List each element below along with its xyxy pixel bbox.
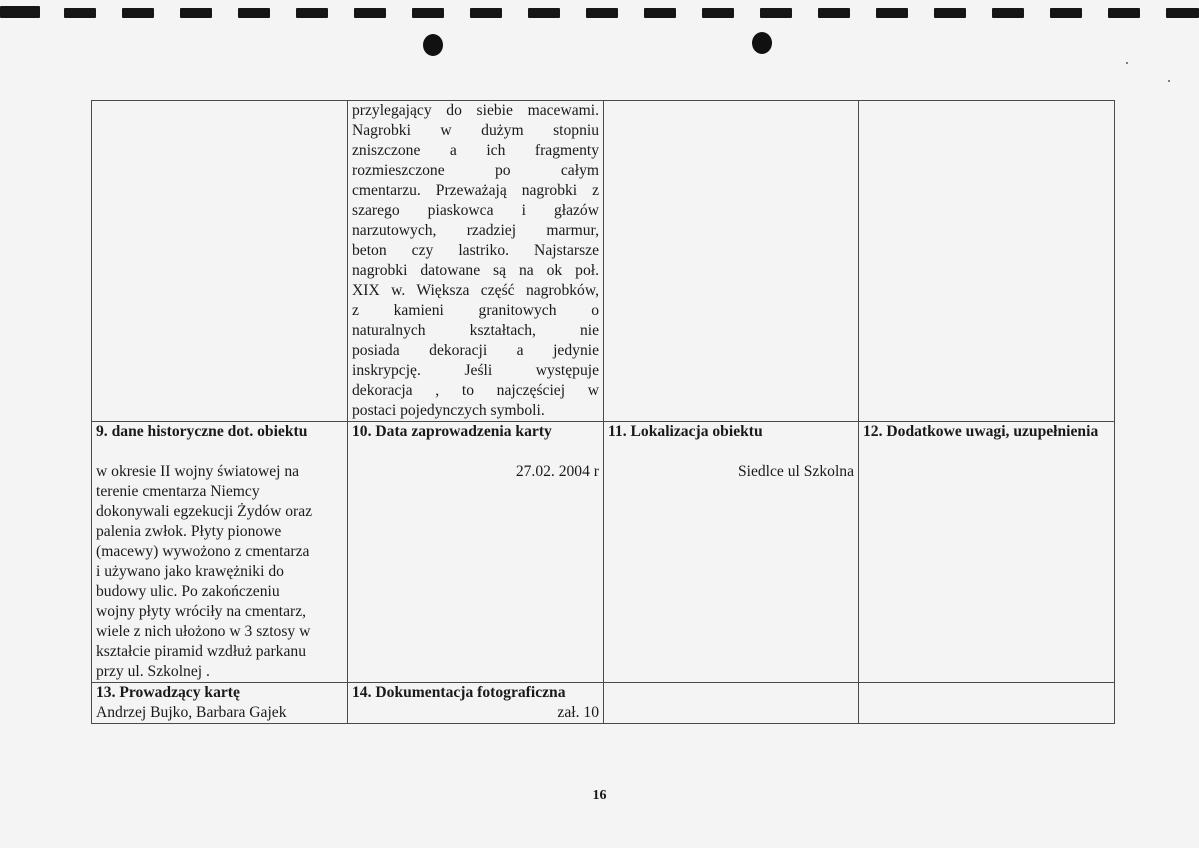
perforation-mark — [1166, 8, 1199, 18]
perforation-mark — [180, 8, 212, 18]
text-line: (macewy) wywożono z cmentarza — [96, 543, 310, 560]
card-date-heading: 10. Data zaprowadzenia karty — [352, 423, 552, 440]
continuation-row — [92, 101, 1115, 422]
punch-hole — [423, 34, 443, 56]
text-line: kształcie piramid wzdłuż parkanu — [96, 643, 306, 660]
text-line: palenia zwłok. Płyty pionowe — [96, 523, 282, 540]
perforation-mark — [412, 8, 444, 18]
text-line: przylegający do siebie macewami. — [352, 102, 599, 119]
author-heading: 13. Prowadzący kartę — [96, 684, 240, 701]
text-line: posiada dekoracji a jedynie — [352, 342, 599, 359]
punch-hole — [752, 32, 772, 54]
text-line: cmentarzu. Przeważają nagrobki z — [352, 182, 599, 199]
text-line: Nagrobki w dużym stopniu — [352, 122, 599, 139]
empty-cell — [92, 101, 348, 422]
perforation-mark — [1050, 8, 1082, 18]
record-card-table — [91, 100, 1115, 724]
location-cell — [604, 422, 859, 683]
photo-doc-cell — [348, 683, 604, 724]
photo-doc-value: zał. 10 — [557, 704, 599, 721]
text-line: naturalnych kształtach, nie — [352, 322, 599, 339]
location-heading: 11. Lokalizacja obiektu — [608, 423, 763, 440]
text-line: terenie cmentarza Niemcy — [96, 483, 260, 500]
perforation-mark — [470, 8, 502, 18]
empty-cell — [859, 101, 1115, 422]
text-line: przy ul. Szkolnej . — [96, 663, 210, 680]
empty-cell — [604, 101, 859, 422]
text-line: postaci pojedynczych symboli. — [352, 402, 545, 419]
perforation-mark — [702, 8, 734, 18]
card-date-value: 27.02. 2004 r — [515, 463, 599, 480]
text-line: narzutowych, rzadziej marmur, — [352, 222, 599, 239]
text-line: dokonywali egzekucji Żydów oraz — [96, 503, 313, 520]
perforation-mark — [876, 8, 908, 18]
text-line: i używano jako krawężniki do — [96, 563, 284, 580]
card-date-cell — [348, 422, 604, 683]
perforation-mark — [992, 8, 1024, 18]
text-line: inskrypcję. Jeśli występuje — [352, 362, 599, 379]
text-line: z kamieni granitowych o — [352, 302, 599, 319]
perforation-mark — [354, 8, 386, 18]
perforation-mark — [296, 8, 328, 18]
author-row — [92, 683, 1115, 724]
perforation-strip — [0, 0, 1199, 24]
scan-speck — [1168, 80, 1170, 82]
perforation-mark — [1108, 8, 1140, 18]
historical-data-cell — [92, 422, 348, 683]
perforation-mark — [528, 8, 560, 18]
location-value: Siedlce ul Szkolna — [737, 463, 854, 480]
perforation-mark — [122, 8, 154, 18]
description-continuation-cell — [348, 101, 604, 422]
text-line: szarego piaskowca i głazów — [352, 202, 599, 219]
text-line: nagrobki datowane są na ok poł. — [352, 262, 599, 279]
perforation-mark — [934, 8, 966, 18]
perforation-mark — [644, 8, 676, 18]
empty-cell — [859, 683, 1115, 724]
perforation-mark — [760, 8, 792, 18]
remarks-heading: 12. Dodatkowe uwagi, uzupełnienia — [863, 423, 1099, 440]
text-line: beton czy lastriko. Najstarsze — [352, 242, 599, 259]
photo-doc-heading: 14. Dokumentacja fotograficzna — [352, 684, 566, 701]
author-value: Andrzej Bujko, Barbara Gajek — [96, 704, 287, 721]
perforation-mark — [64, 8, 96, 18]
scan-speck — [1126, 62, 1128, 64]
perforation-mark — [0, 6, 40, 18]
historical-data-heading: 9. dane historyczne dot. obiektu — [96, 423, 308, 440]
fields-row — [92, 422, 1115, 683]
text-line: XIX w. Większa część nagrobków, — [352, 282, 599, 299]
empty-cell — [604, 683, 859, 724]
page-number: 16 — [592, 788, 607, 803]
text-line: dekoracja , to najczęściej w — [352, 382, 599, 399]
perforation-mark — [586, 8, 618, 18]
text-line: w okresie II wojny światowej na — [96, 463, 300, 480]
perforation-mark — [818, 8, 850, 18]
text-line: zniszczone a ich fragmenty — [352, 142, 599, 159]
perforation-mark — [238, 8, 270, 18]
text-line: rozmieszczone po całym — [352, 162, 599, 179]
author-cell — [92, 683, 348, 724]
text-line: budowy ulic. Po zakończeniu — [96, 583, 280, 600]
remarks-cell — [859, 422, 1115, 683]
text-line: wojny płyty wróciły na cmentarz, — [96, 603, 307, 620]
text-line: wiele z nich ułożono w 3 sztosy w — [96, 623, 311, 640]
